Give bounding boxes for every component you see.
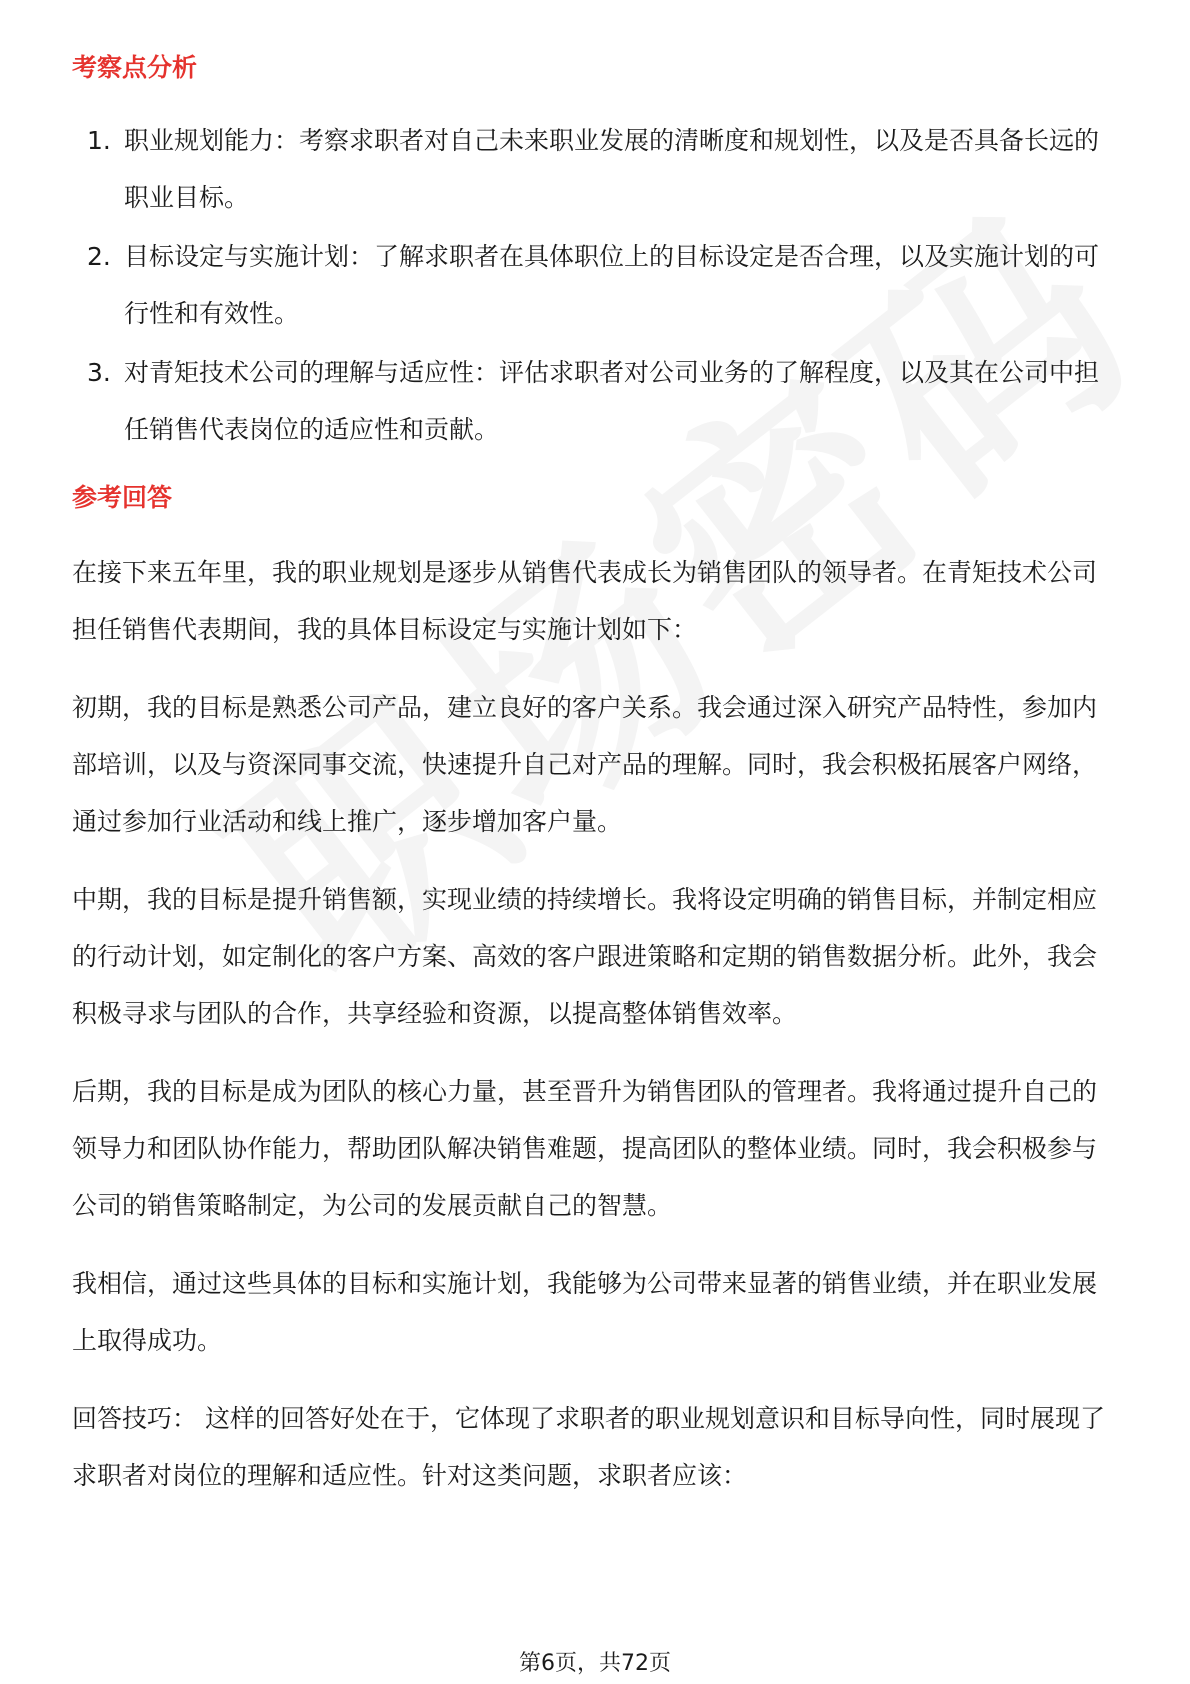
list-item — [72, 112, 1118, 226]
analysis-list — [72, 112, 1118, 458]
list-item — [72, 344, 1118, 458]
list-item-text: 职业规划能力：考察求职者对自己未来职业发展的清晰度和规划性，以及是否具备长远的职业目标。 — [124, 126, 1100, 212]
list-item-text: 目标设定与实施计划：了解求职者在具体职位上的目标设定是否合理，以及实施计划的可行性和有效性。 — [124, 242, 1100, 328]
answer-paragraph: 后期，我的目标是成为团队的核心力量，甚至晋升为销售团队的管理者。我将通过提升自己的领导力和团队协作能力，帮助团队解决销售难题，提高团队的整体业绩。同时，我会积极参与公司的销售策略制定，为公司的发展贡献自己的智慧。 — [72, 1077, 1098, 1220]
section-title-reference-answer: 参考回答 — [72, 483, 173, 512]
answer-tip-paragraph: 回答技巧： 这样的回答好处在于，它体现了求职者的职业规划意识和目标导向性，同时展现了求职者对岗位的理解和适应性。针对这类问题，求职者应该： — [72, 1404, 1105, 1490]
list-item-number: 1. — [87, 126, 111, 155]
answer-paragraph: 在接下来五年里，我的职业规划是逐步从销售代表成长为销售团队的领导者。在青矩技术公司担任销售代表期间，我的具体目标设定与实施计划如下： — [72, 558, 1098, 644]
answer-paragraph: 我相信，通过这些具体的目标和实施计划，我能够为公司带来显著的销售业绩，并在职业发展上取得成功。 — [72, 1269, 1098, 1355]
page-number-footer: 第6页，共72页 — [519, 1651, 671, 1676]
list-item — [72, 228, 1118, 342]
list-item-number: 3. — [87, 358, 111, 387]
answer-paragraph: 初期，我的目标是熟悉公司产品，建立良好的客户关系。我会通过深入研究产品特性，参加内部培训，以及与资深同事交流，快速提升自己对产品的理解。同时，我会积极拓展客户网络，通过参加行业活动和线上推广，逐步增加客户量。 — [72, 693, 1098, 836]
list-item-text: 对青矩技术公司的理解与适应性：评估求职者对公司业务的了解程度，以及其在公司中担任销售代表岗位的适应性和贡献。 — [124, 358, 1100, 444]
section-title-analysis: 考察点分析 — [72, 53, 198, 82]
document-content — [72, 40, 1118, 1504]
answer-paragraph: 中期，我的目标是提升销售额，实现业绩的持续增长。我将设定明确的销售目标，并制定相应的行动计划，如定制化的客户方案、高效的客户跟进策略和定期的销售数据分析。此外，我会积极寻求与团队的合作，共享经验和资源，以提高整体销售效率。 — [72, 885, 1098, 1028]
list-item-number: 2. — [87, 242, 111, 271]
